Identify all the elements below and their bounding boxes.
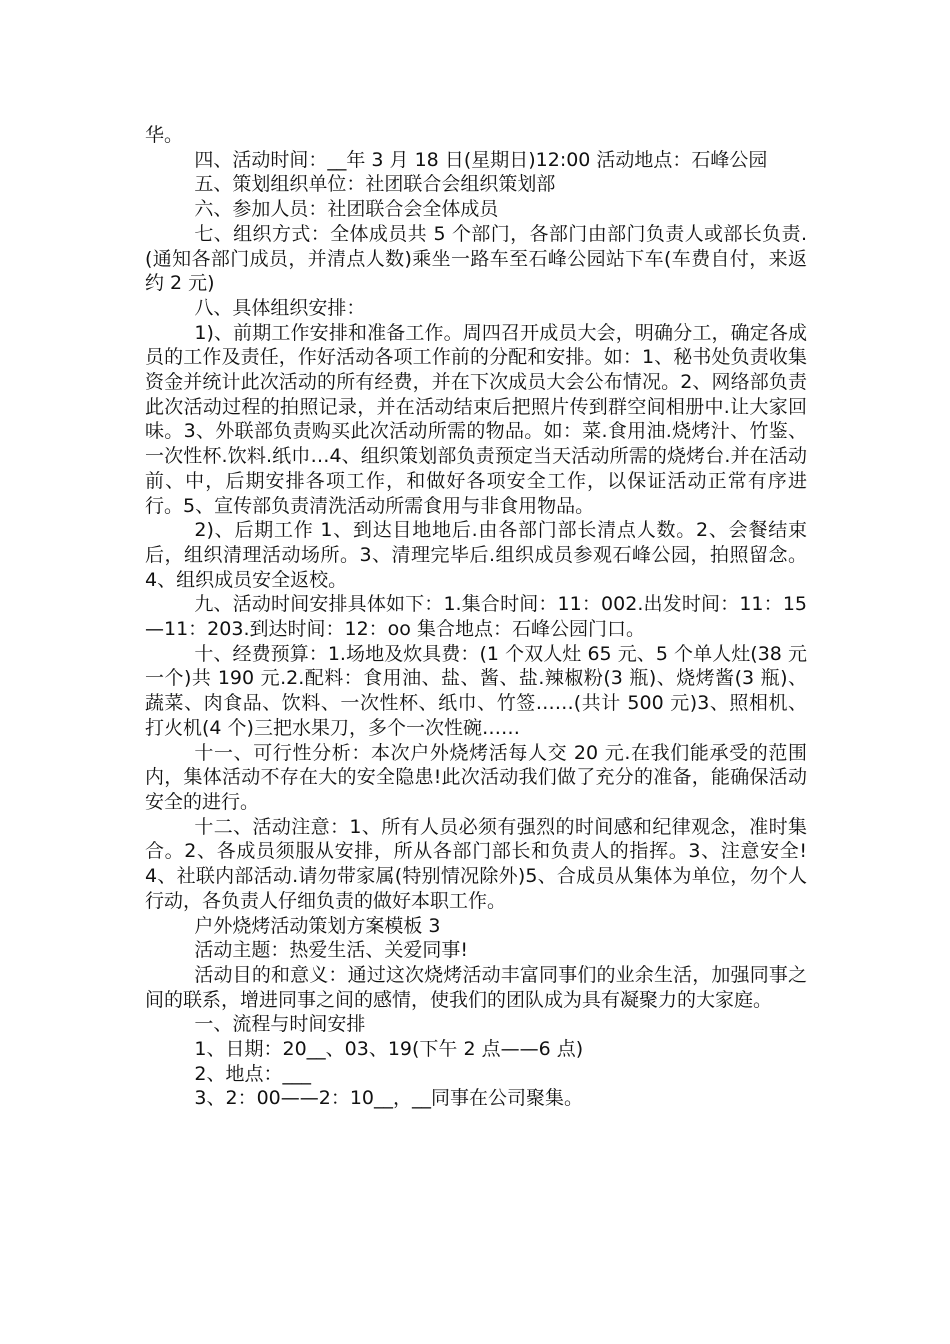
- paragraph-date: 1、日期：20__、03、19(下午 2 点——6 点): [194, 1038, 584, 1061]
- paragraph-continuation: 华。: [145, 124, 184, 146]
- paragraph-flow-heading: 一、流程与时间安排: [194, 1013, 366, 1036]
- paragraph-preparation: 1)、前期工作安排和准备工作。周四召开成员大会，明确分工，确定各成员的工作及责任，作好活动各项工作前的分配和安排。如：1、秘书处负责收集资金并统计此次活动的所有经费，并在下次成员大会公布情况。2、网络部负责此次活动过程的拍照记录，并在活动结束后把照片传到群空间相册中.让大家回味。3、外联部负责购买此次活动所需的物品。如：菜.食用油.烧烤汁、竹鉴、一次性杯.饮料.纸巾…4、组织策划部负责预定当天活动所需的烧烤台.并在活动前、中，后期安排各项工作，和做好各项安全工作，以保证活动正常有序进行。5、宣传部负责清洗活动所需食用与非食用物品。: [145, 321, 807, 517]
- paragraph-organization-method: 七、组织方式：全体成员共 5 个部门，各部门由部门负责人或部长负责.(通知各部门成员，并清点人数)乘坐一路车至石峰公园站下车(车费自付，来返约 2 元): [145, 222, 807, 295]
- paragraph-gathering: 3、2：00——2：10__，__同事在公司聚集。: [194, 1087, 584, 1110]
- paragraph-purpose: 活动目的和意义：通过这次烧烤活动丰富同事们的业余生活，加强同事之间的联系，增进同事之间的感情，使我们的团队成为具有凝聚力的大家庭。: [145, 963, 807, 1011]
- paragraph-activity-time: 四、活动时间：__年 3 月 18 日(星期日)12:00 活动地点：石峰公园: [194, 148, 768, 171]
- paragraph-post-work: 2)、后期工作 1、到达目地地后.由各部门部长清点人数。2、会餐结束后，组织清理活动场所。3、清理完毕后.组织成员参观石峰公园，拍照留念。4、组织成员安全返校。: [145, 519, 807, 591]
- paragraph-theme: 活动主题：热爱生活、关爱同事!: [194, 939, 469, 962]
- paragraph-arrangement-heading: 八、具体组织安排：: [194, 296, 366, 319]
- paragraph-budget: 十、经费预算：1.场地及炊具费：(1 个双人灶 65 元、5 个单人灶(38 元一个)共 190 元.2.配料：食用油、盐、酱、盐.辣椒粉(3 瓶)、烧烤酱(3 瓶)、蔬菜、肉食品、饮料、一次性杯、纸巾、竹签……(共计 500 元)3、照相机、打火机(4 个)三把水果刀，多个一次性碗……: [145, 642, 807, 739]
- paragraph-participants: 六、参加人员：社团联合会全体成员: [194, 198, 499, 221]
- paragraph-schedule: 九、活动时间安排具体如下：1.集合时间：11：002.出发时间：11：15—11：203.到达时间：12：oo 集合地点：石峰公园门口。: [145, 593, 807, 641]
- paragraph-notes: 十二、活动注意：1、所有人员必须有强烈的时间感和纪律观念，准时集合。2、各成员须服从安排，所从各部门部长和负责人的指挥。3、注意安全!4、社联内部活动.请勿带家属(特别情况除外)5、合成员从集体为单位，勿个人行动，各负责人仔细负责的做好本职工作。: [145, 815, 807, 912]
- paragraph-location: 2、地点：___: [194, 1062, 311, 1085]
- document-page: [145, 123, 807, 1111]
- paragraph-template-title: 户外烧烤活动策划方案模板 3: [194, 914, 441, 937]
- paragraph-feasibility: 十一、可行性分析：本次户外烧烤活每人交 20 元.在我们能承受的范围内，集体活动不存在大的安全隐患!此次活动我们做了充分的准备，能确保活动安全的进行。: [145, 741, 807, 813]
- paragraph-organizer: 五、策划组织单位：社团联合会组织策划部: [194, 173, 556, 196]
